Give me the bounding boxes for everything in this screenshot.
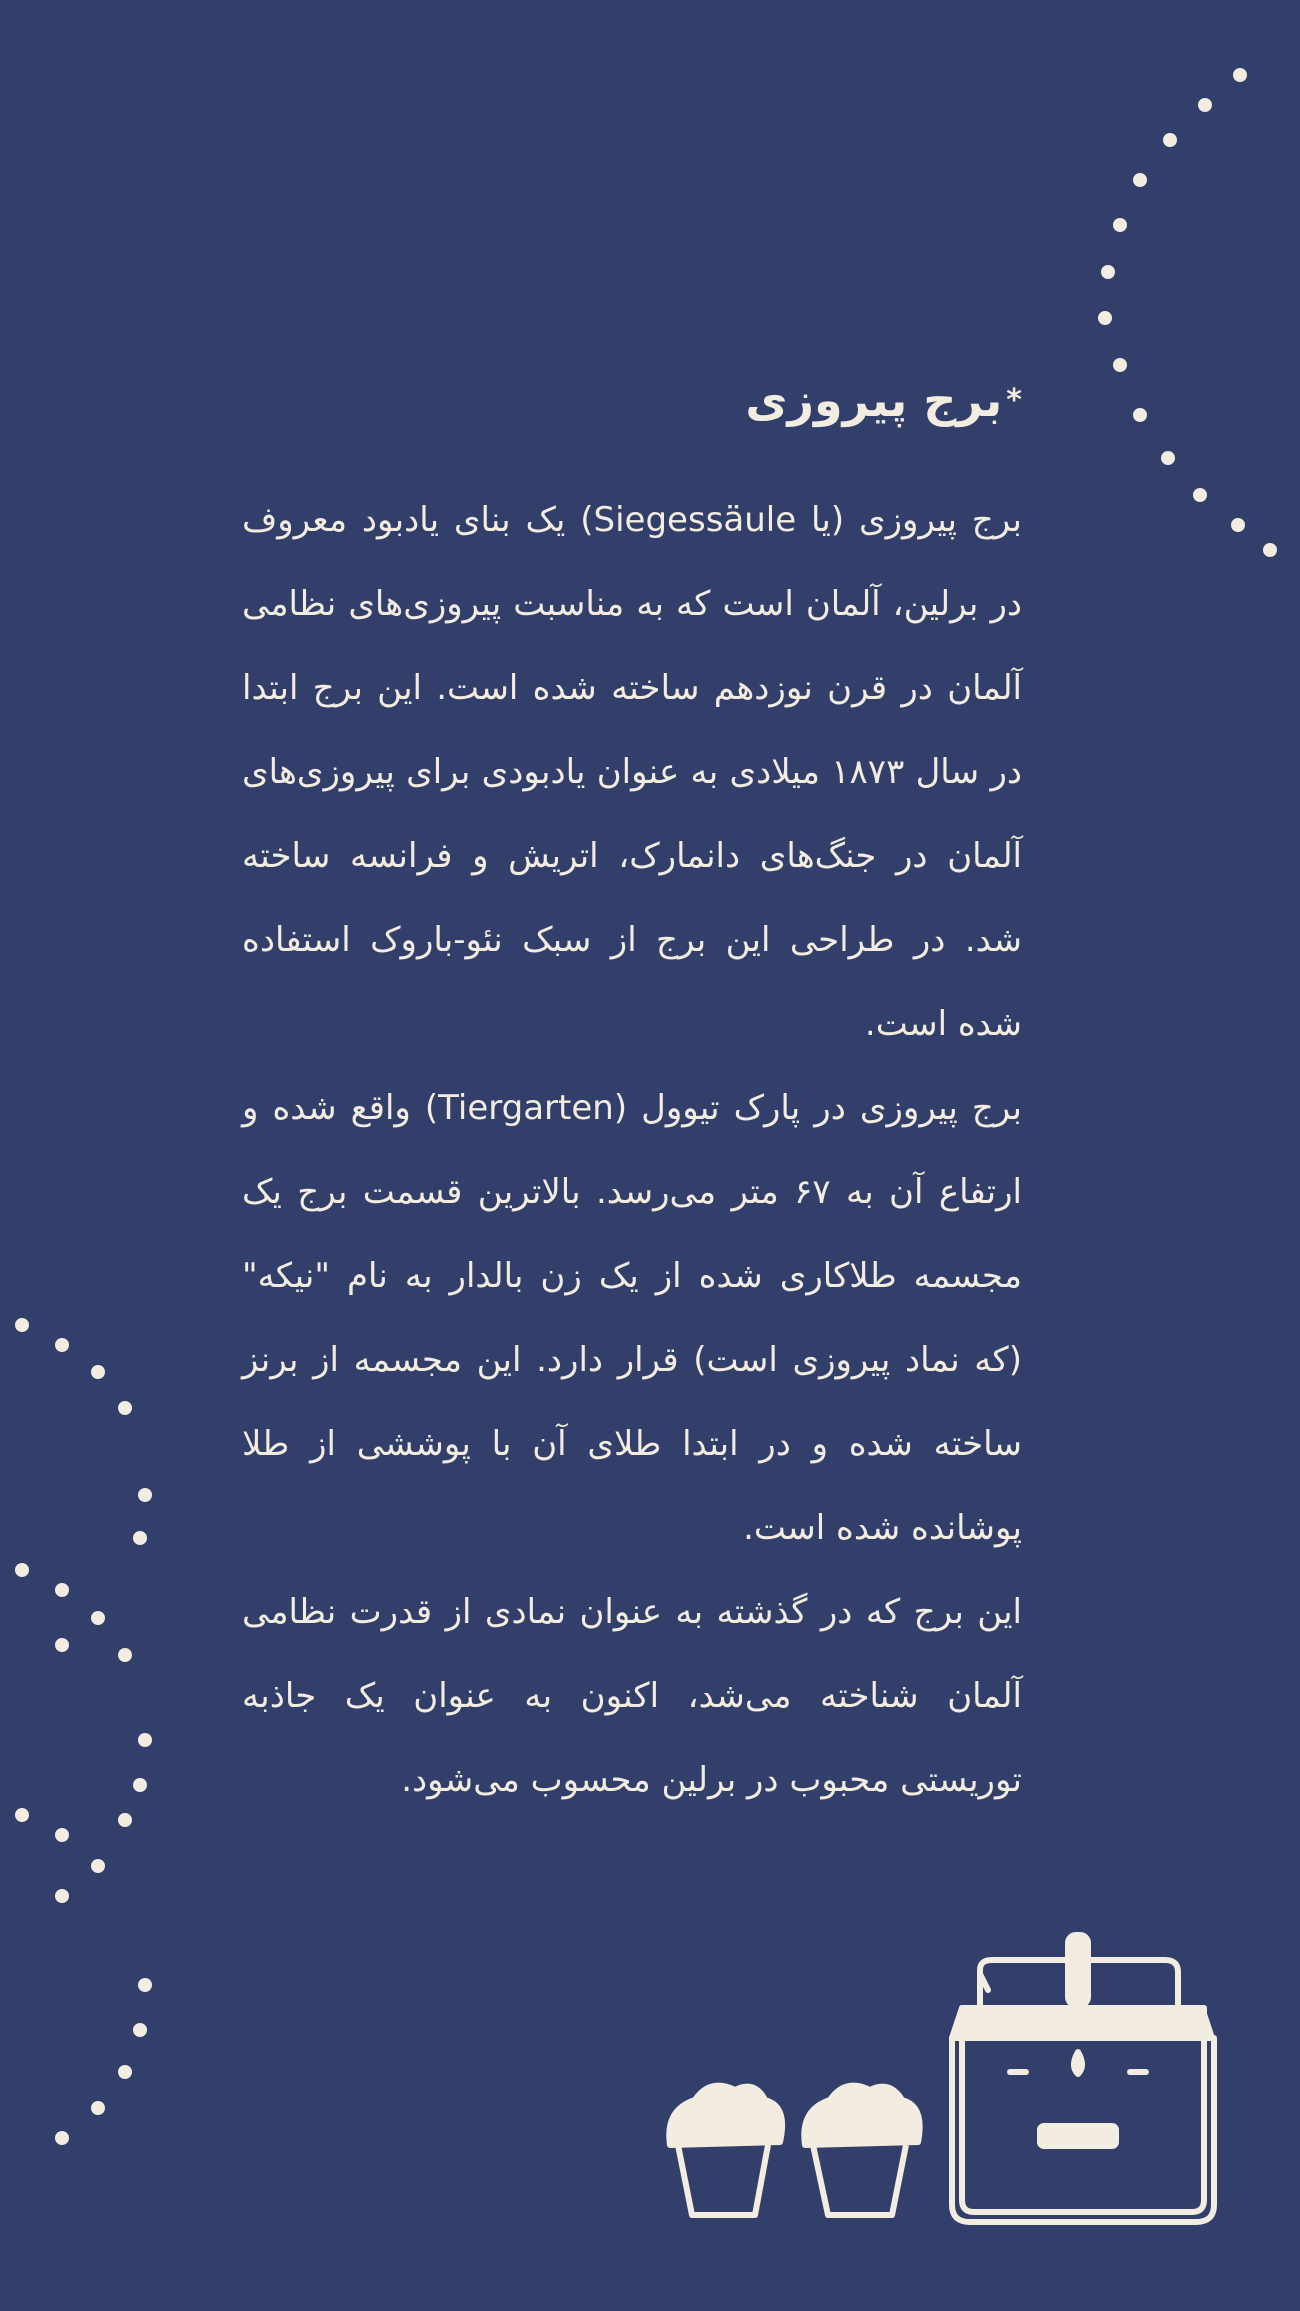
decorative-dot	[118, 1648, 132, 1662]
decorative-dot	[138, 1488, 152, 1502]
page-title	[745, 368, 1022, 433]
decorative-dot	[55, 1583, 69, 1597]
decorative-dot	[118, 2065, 132, 2079]
decorative-dot	[1161, 451, 1175, 465]
decorative-dot	[1193, 488, 1207, 502]
decorative-dot	[55, 1638, 69, 1652]
decorative-dot	[91, 2101, 105, 2115]
decorative-dot	[1163, 133, 1177, 147]
food-illustration	[640, 1930, 1240, 2230]
decorative-dot	[1133, 408, 1147, 422]
decorative-dot	[55, 1828, 69, 1842]
decorative-dot	[91, 1365, 105, 1379]
paragraph-2: برج پیروزی در پارک تیوول (Tiergarten) واقع شده و ارتفاع آن به ۶۷ متر می‌رسد. بالاترین قسمت برج یک مجسمه طلاکاری شده از یک زن بالدار به نام "نیکه" (که نماد پیروزی است) قرار دارد. این مجسمه از برنز ساخته شده و در ابتدا طلای آن با پوششی از طلا پوشانده شده است.	[242, 1088, 1023, 1548]
decorative-dot	[1198, 98, 1212, 112]
decorative-dot	[133, 1778, 147, 1792]
decorative-dot	[118, 1813, 132, 1827]
decorative-dot	[1233, 68, 1247, 82]
asterisk-icon: *	[1006, 383, 1022, 418]
decorative-dot	[15, 1318, 29, 1332]
decorative-dot	[1113, 218, 1127, 232]
decorative-dot	[91, 1611, 105, 1625]
decorative-dot	[91, 1859, 105, 1873]
decorative-dot	[138, 1733, 152, 1747]
decorative-dot	[1133, 173, 1147, 187]
decorative-dot	[55, 1338, 69, 1352]
title-text: برج پیروزی	[745, 373, 1003, 427]
decorative-dot	[1113, 358, 1127, 372]
cupcake-icon	[804, 2086, 919, 2215]
paragraph-1: برج پیروزی (یا Siegessäule) یک بنای یادبود معروف در برلین، آلمان است که به مناسبت پیروزی‌های نظامی آلمان در قرن نوزدهم ساخته شده است. این برج ابتدا در سال ۱۸۷۳ میلادی به عنوان یادبودی برای پیروزی‌های آلمان در جنگ‌های دانمارک، اتریش و فرانسه ساخته شد. در طراحی این برج از سبک نئو-باروک استفاده شده است.	[242, 500, 1022, 1044]
decorative-dot	[1231, 518, 1245, 532]
decorative-dot	[133, 1531, 147, 1545]
decorative-dot	[118, 1401, 132, 1415]
decorative-dot	[1098, 311, 1112, 325]
decorative-dot	[15, 1563, 29, 1577]
decorative-dot	[1263, 543, 1277, 557]
cupcake-icon	[669, 2086, 782, 2215]
lunch-bag-icon	[952, 1935, 1214, 2222]
article-body	[242, 478, 1022, 1822]
decorative-dot	[15, 1808, 29, 1822]
decorative-dot	[133, 2023, 147, 2037]
decorative-dot	[55, 1889, 69, 1903]
decorative-dot	[1101, 265, 1115, 279]
decorative-dot	[138, 1978, 152, 1992]
decorative-dot	[55, 2131, 69, 2145]
paragraph-3: این برج که در گذشته به عنوان نمادی از قدرت نظامی آلمان شناخته می‌شد، اکنون به عنوان یک جاذبه توریستی محبوب در برلین محسوب می‌شود.	[242, 1592, 1022, 1800]
